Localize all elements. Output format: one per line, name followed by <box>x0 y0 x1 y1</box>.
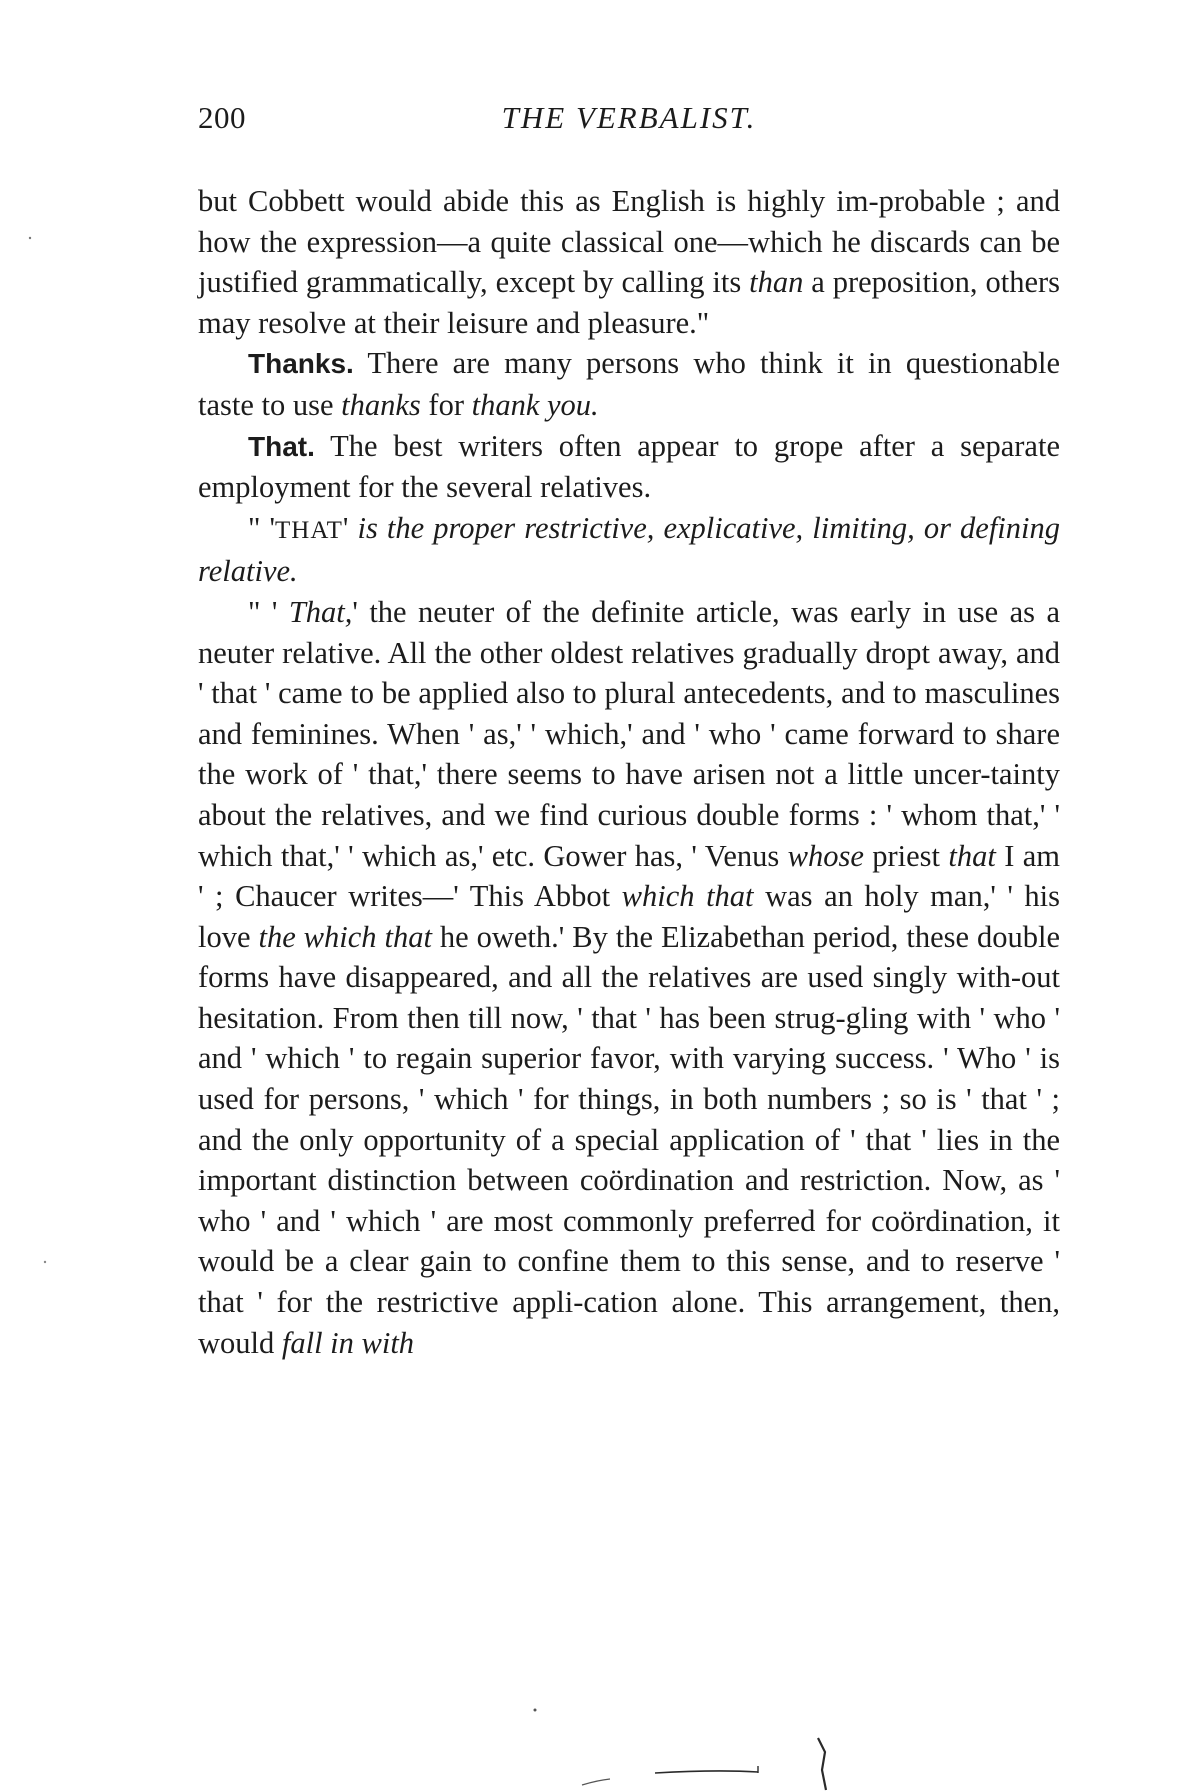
speck <box>534 1709 537 1712</box>
paragraph-text: The best writers often appear to grope after a separate employment for the several relatives. <box>198 428 1060 505</box>
paragraph-text: ' the neuter of the definite article, was early in use as a neuter relative. All the other oldest relatives gradually dropt away, and ' that ' came to be applied also to plural antecedents, and to masculines and feminines. When ' as,' ' which,' and ' who ' came forward to share the work of ' that,' there seems to have arisen not a little uncer-tainty about the relatives, and we find curious double forms : ' whom that,' ' which that,' ' which as,' etc. Gower has, ' Venus <box>198 594 1060 873</box>
quote-mark: " ' <box>248 510 276 545</box>
paragraph-text: but Cobbett would abide this as English is highly im-probable ; and how the expression—a quite classical one—which he discards can be justified grammatically, except by calling its <box>198 184 1060 300</box>
paragraph-text: a preposition, others may resolve at their leisure and pleasure." <box>198 265 1061 340</box>
entry-that <box>198 426 1060 508</box>
italic-term: the which that <box>258 919 432 954</box>
quote-mark: " ' <box>248 594 289 629</box>
entry-headword: Thanks. <box>248 348 354 380</box>
italic-term: fall in with <box>281 1325 415 1360</box>
body-text <box>198 181 1060 1363</box>
italic-definition: is the proper restrictive, explicative, limiting, or defining relative. <box>198 510 1060 589</box>
italic-term: whose <box>787 838 864 873</box>
running-head: THE VERBALIST. <box>501 100 757 135</box>
italic-term: thank you. <box>471 387 599 422</box>
italic-term: thanks <box>341 387 421 422</box>
small-caps-term: THAT <box>275 516 343 544</box>
entry-thanks <box>198 343 1060 425</box>
paragraph-text: he oweth.' By the Elizabethan period, these double forms have disappeared, and all the relatives are used singly with-out hesitation. From then till now, ' that ' has been strug-gling with ' who ' and ' which ' to regain superior favor, with varying success. ' Who ' is used for persons, ' which ' for things, in both numbers ; so is ' that ' ; and the only opportunity of a special application of ' that ' lies in the important distinction between coördination and restriction. Now, as ' who ' and ' which ' are most commonly preferred for coördination, it would be a clear gain to confine them to this sense, and to reserve ' that ' for the restrictive appli-cation alone. This arrangement, then, would <box>198 919 1060 1360</box>
ink-stroke <box>655 1771 758 1773</box>
paragraph-continuation <box>198 181 1060 343</box>
ink-stroke <box>582 1779 610 1785</box>
page-header <box>198 100 1060 148</box>
italic-term: which that <box>621 879 754 914</box>
paragraph-text: There are many persons who think it in questionable taste to use <box>198 346 1060 422</box>
italic-term: that <box>948 838 996 873</box>
page-number: 200 <box>198 100 246 135</box>
paragraph-text: I am ' ; Chaucer writes—' This Abbot <box>198 838 1061 914</box>
quotation-history <box>198 592 1060 1363</box>
paragraph-text: was an holy man,' ' his love <box>198 879 1060 954</box>
speck <box>44 1261 46 1263</box>
quote-mark: ' <box>342 510 358 545</box>
paragraph-text: priest <box>863 838 949 873</box>
ink-stroke <box>818 1738 826 1790</box>
paragraph-text: for <box>420 387 472 422</box>
entry-headword: That. <box>248 430 315 462</box>
quotation-definition <box>198 508 1060 592</box>
italic-term: That, <box>288 594 353 629</box>
speck <box>29 237 31 239</box>
italic-term: than <box>749 265 804 300</box>
